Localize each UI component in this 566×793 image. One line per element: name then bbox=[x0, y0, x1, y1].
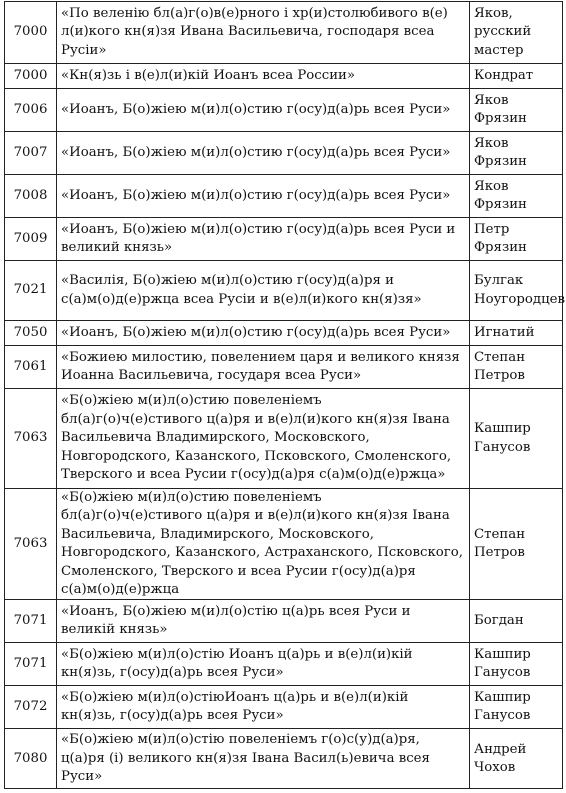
year-cell: 7007 bbox=[5, 132, 57, 175]
year-cell: 7080 bbox=[5, 729, 57, 789]
table-row bbox=[5, 643, 563, 686]
inscription-cell: «Божиею милостию, повелением царя и великого князя Иоанна Васильевича, государя всеа Руси» bbox=[57, 346, 470, 389]
inscriptions-table bbox=[4, 1, 566, 789]
inscription-cell: «Иоанъ, Б(о)жіею м(и)л(о)стию г(осу)д(а)рь всея Руси и великий князь» bbox=[57, 218, 470, 261]
table-row bbox=[5, 64, 563, 89]
table-row bbox=[5, 489, 563, 600]
year-cell: 7072 bbox=[5, 686, 57, 729]
master-cell: Кондрат bbox=[470, 64, 563, 89]
table-row bbox=[5, 89, 563, 132]
inscription-cell: «По веленію бл(а)г(о)в(е)рного і хр(и)столюбивого в(е) л(и)кого кн(я)зя Ивана Васильевича, господаря всеа Русіи» bbox=[57, 2, 470, 64]
inscription-cell: «Иоанъ, Б(о)жіею м(и)л(о)стію ц(а)рь всея Руси и великій князь» bbox=[57, 600, 470, 643]
inscription-cell: «Б(о)жіею м(и)л(о)стію повеленіемъ г(о)с(у)д(а)ря, ц(а)ря (і) великого кн(я)зя Івана Васил(ь)евича всея Руси» bbox=[57, 729, 470, 789]
master-cell: Яков Фрязин bbox=[470, 89, 563, 132]
table-row bbox=[5, 132, 563, 175]
table-row bbox=[5, 729, 563, 789]
master-cell: Игнатий bbox=[470, 321, 563, 346]
master-cell: Яков Фрязин bbox=[470, 175, 563, 218]
table-row bbox=[5, 2, 563, 64]
inscription-cell: «Иоанъ, Б(о)жіею м(и)л(о)стию г(осу)д(а)рь всея Руси» bbox=[57, 89, 470, 132]
master-cell: Булгак Ноугородцев bbox=[470, 261, 563, 321]
table-row bbox=[5, 600, 563, 643]
year-cell: 7050 bbox=[5, 321, 57, 346]
master-cell: Яков, русский мастер bbox=[470, 2, 563, 64]
master-cell: Андрей Чохов bbox=[470, 729, 563, 789]
master-cell: Кашпир Ганусов bbox=[470, 643, 563, 686]
inscription-cell: «Иоанъ, Б(о)жіею м(и)л(о)стию г(осу)д(а)рь всея Руси» bbox=[57, 321, 470, 346]
inscription-cell: «Б(о)жіею м(и)л(о)стію Иоанъ ц(а)рь и в(е)л(и)кій кн(я)зь, г(осу)д(а)рь всея Руси» bbox=[57, 643, 470, 686]
year-cell: 7000 bbox=[5, 64, 57, 89]
master-cell: Кашпир Ганусов bbox=[470, 686, 563, 729]
year-cell: 7009 bbox=[5, 218, 57, 261]
table-row bbox=[5, 261, 563, 321]
inscription-cell: «Б(о)жіею м(и)л(о)стию повеленіемъ бл(а)г(о)ч(е)стивого ц(а)ря и в(е)л(и)кого кн(я)зя Івана Васильевича, Владимирского, Московского, Новгородского, Казанского, Астраханского, Псковского, Смоленского, Тверского и всеа Русии г(осу)д(а)ря с(а)м(о)д(е)ржца bbox=[57, 489, 470, 600]
table-row bbox=[5, 175, 563, 218]
year-cell: 7063 bbox=[5, 389, 57, 489]
inscription-cell: «Б(о)жіею м(и)л(о)стию повеленіемъ бл(а)г(о)ч(е)стивого ц(а)ря и в(е)л(и)кого кн(я)зя Івана Васильевича Владимирского, Московского, Новгородского, Казанского, Псковского, Смоленского, Тверского и всеа Русии г(осу)д(а)ря с(а)м(о)д(е)ржца» bbox=[57, 389, 470, 489]
master-cell: Яков Фрязин bbox=[470, 132, 563, 175]
year-cell: 7000 bbox=[5, 2, 57, 64]
year-cell: 7071 bbox=[5, 600, 57, 643]
table-row bbox=[5, 686, 563, 729]
year-cell: 7021 bbox=[5, 261, 57, 321]
table-row bbox=[5, 321, 563, 346]
table-row bbox=[5, 389, 563, 489]
master-cell: Степан Петров bbox=[470, 489, 563, 600]
inscription-cell: «Кн(я)зь і в(е)л(и)кій Иоанъ всеа России» bbox=[57, 64, 470, 89]
table-row bbox=[5, 346, 563, 389]
year-cell: 7061 bbox=[5, 346, 57, 389]
inscription-cell: «Иоанъ, Б(о)жіею м(и)л(о)стию г(осу)д(а)рь всея Руси» bbox=[57, 132, 470, 175]
master-cell: Петр Фрязин bbox=[470, 218, 563, 261]
inscription-cell: «Б(о)жіею м(и)л(о)стіюИоанъ ц(а)рь и в(е)л(и)кій кн(я)зь, г(осу)д(а)рь всея Руси» bbox=[57, 686, 470, 729]
table-row bbox=[5, 218, 563, 261]
year-cell: 7071 bbox=[5, 643, 57, 686]
inscription-cell: «Иоанъ, Б(о)жіею м(и)л(о)стию г(осу)д(а)рь всея Руси» bbox=[57, 175, 470, 218]
master-cell: Богдан bbox=[470, 600, 563, 643]
year-cell: 7063 bbox=[5, 489, 57, 600]
master-cell: Степан Петров bbox=[470, 346, 563, 389]
year-cell: 7008 bbox=[5, 175, 57, 218]
year-cell: 7006 bbox=[5, 89, 57, 132]
inscription-cell: «Василія, Б(о)жіею м(и)л(о)стию г(осу)д(а)ря и с(а)м(о)д(е)ржца всеа Русіи и в(е)л(и)кого кн(я)зя» bbox=[57, 261, 470, 321]
master-cell: Кашпир Ганусов bbox=[470, 389, 563, 489]
